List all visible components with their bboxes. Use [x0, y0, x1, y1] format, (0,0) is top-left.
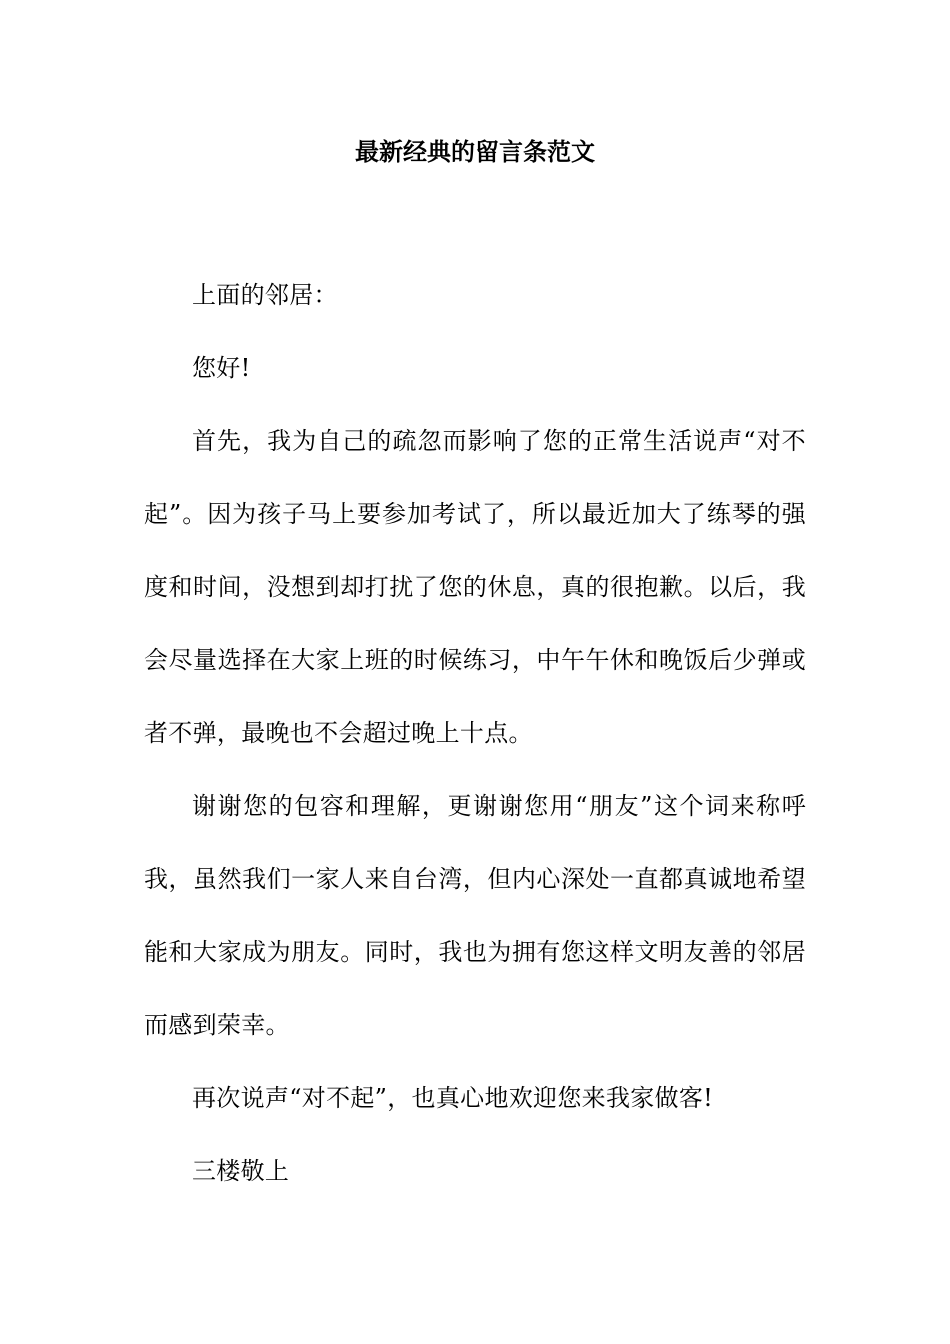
greeting: 您好! [192, 354, 251, 382]
document-title: 最新经典的留言条范文 [355, 137, 595, 166]
document-body [144, 259, 806, 1208]
apology-paragraph: 首先，我为自己的疏忽而影响了您的正常生活说声“对不起”。因为孩子马上要参加考试了，所以最近加大了练琴的强度和时间，没想到却打扰了您的休息，真的很抱歉。以后，我会尽量选择在大家上班的时候练习，中午午休和晚饭后少弹或者不弹，最晚也不会超过晚上十点。 [144, 427, 806, 747]
salutation: 上面的邻居： [192, 281, 338, 309]
signature: 三楼敬上 [192, 1157, 290, 1185]
thanks-paragraph: 谢谢您的包容和理解，更谢谢您用“朋友”这个词来称呼我，虽然我们一家人来自台湾，但内心深处一直都真诚地希望能和大家成为朋友。同时，我也为拥有您这样文明友善的邻居而感到荣幸。 [144, 792, 806, 1039]
closing-paragraph: 再次说声“对不起”，也真心地欢迎您来我家做客! [192, 1084, 714, 1112]
